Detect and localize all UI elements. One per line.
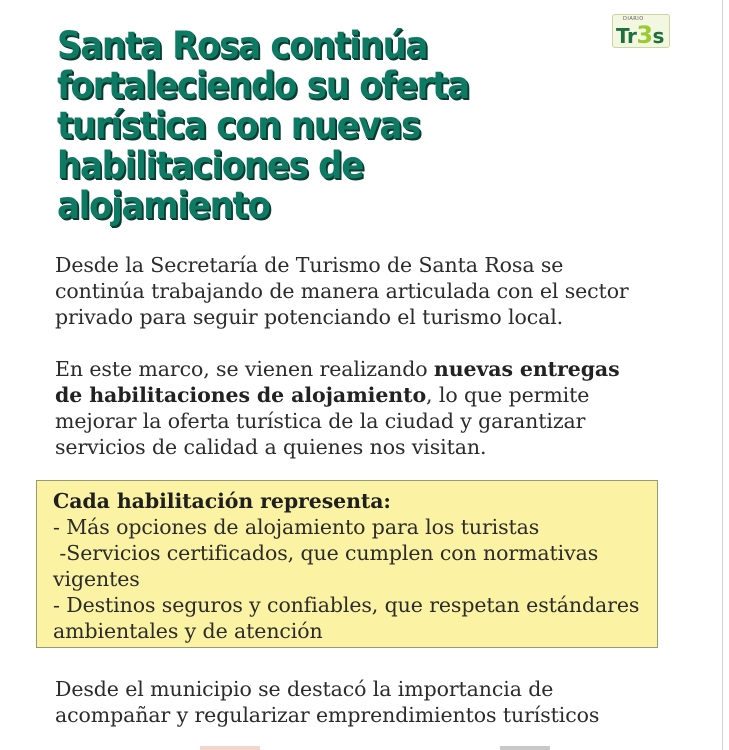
- context-line: servicios de calidad a quienes nos visitan.: [55, 435, 487, 459]
- logo-word-end: s: [652, 24, 664, 48]
- cropped-image-edge: [0, 746, 729, 750]
- closing-line: Desde el municipio se destacó la importancia de: [55, 677, 554, 701]
- cropped-photo-fragment: [500, 746, 550, 750]
- logo-word-start: Tr: [616, 24, 637, 48]
- logo-wordmark: [616, 21, 664, 49]
- intro-line: continúa trabajando de manera articulada con el sector: [55, 279, 629, 303]
- diario-tr3s-logo: [612, 14, 670, 48]
- intro-paragraph: [55, 252, 635, 330]
- context-line: mejorar la oferta turística de la ciudad y garantizar: [55, 409, 586, 433]
- closing-paragraph: [55, 676, 635, 728]
- highlight-list-item: -Servicios certificados, que cumplen con normativas: [53, 541, 599, 565]
- closing-line: acompañar y regularizar emprendimientos turísticos: [55, 703, 600, 727]
- context-text: En este marco, se vienen realizando: [55, 357, 434, 381]
- headline-line: turística con nuevas: [57, 104, 421, 147]
- highlight-box-content: [53, 488, 653, 644]
- context-bold-text: nuevas entregas: [433, 357, 620, 381]
- logo-small-text: DIARIO: [623, 16, 644, 22]
- highlight-box: [36, 480, 658, 648]
- intro-line: Desde la Secretaría de Turismo de Santa Rosa se: [55, 253, 564, 277]
- highlight-list-item: vigentes: [53, 567, 140, 591]
- highlight-list-item: - Más opciones de alojamiento para los turistas: [53, 515, 540, 539]
- highlight-list-item: - Destinos seguros y confiables, que respetan estándares: [53, 593, 640, 617]
- page-edge-divider: [722, 0, 723, 750]
- context-paragraph: [55, 356, 635, 460]
- highlight-box-title: Cada habilitación representa:: [53, 489, 391, 513]
- context-bold-text: de habilitaciones de alojamiento: [55, 383, 427, 407]
- cropped-photo-fragment: [200, 746, 260, 750]
- context-text: , lo que permite: [426, 383, 590, 407]
- article-headline: [57, 26, 572, 226]
- highlight-list-item: ambientales y de atención: [53, 619, 323, 643]
- headline-line: habilitaciones de alojamiento: [57, 144, 364, 227]
- headline-line: fortaleciendo su oferta: [57, 64, 469, 107]
- logo-word-mid: 3: [636, 21, 653, 49]
- intro-line: privado para seguir potenciando el turismo local.: [55, 305, 564, 329]
- headline-line: Santa Rosa continúa: [57, 24, 428, 67]
